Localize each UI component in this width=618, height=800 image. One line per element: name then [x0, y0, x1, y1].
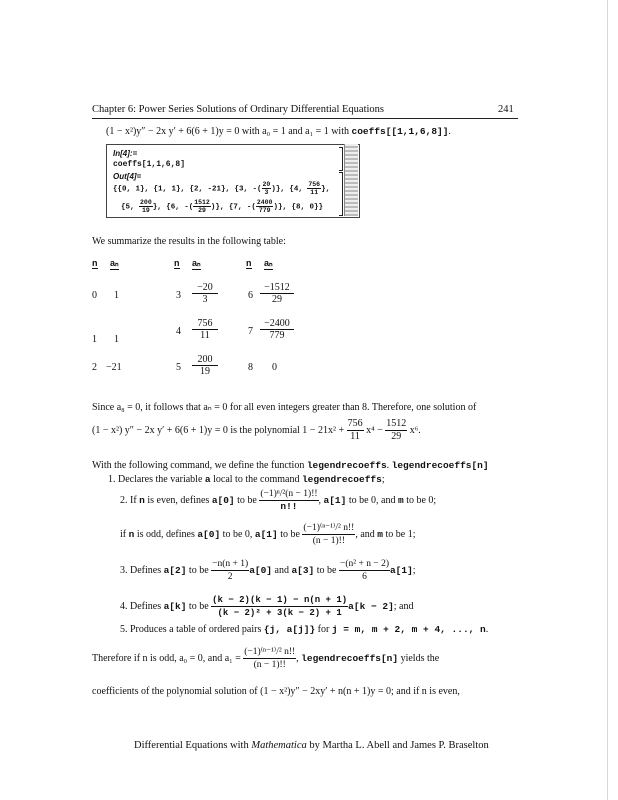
- step-text: 2. If: [120, 494, 137, 506]
- fraction-denominator: (k − 2)² + 3(k − 2) + 1: [217, 608, 342, 618]
- fraction-numerator: −n(n + 1): [212, 559, 249, 569]
- code-token: a[2]: [163, 564, 187, 576]
- fraction-denominator: (n − 1)!!: [312, 536, 345, 546]
- table-cell-fraction: [260, 318, 294, 341]
- step-text: to be: [188, 564, 209, 576]
- therefore-fraction: [243, 646, 296, 671]
- step-fraction: [339, 558, 390, 583]
- step-text: to be 0;: [406, 494, 437, 506]
- with-text: With the following command, we define the function: [92, 460, 305, 471]
- since-paragraph: Since a₈ = 0, it follows that aₙ = 0 for all even integers greater than 8. Therefore, one solution of: [92, 402, 477, 413]
- code-token: a[3]: [291, 564, 315, 576]
- code-token: j = m, m + 2, m + 4, ..., n: [331, 624, 486, 635]
- step-2b: [120, 522, 415, 547]
- table-cell-fraction: [260, 282, 294, 305]
- code-token: a[k − 2]: [348, 600, 394, 612]
- output-label: Out[4]=: [113, 172, 142, 181]
- fraction-denominator: 779: [269, 330, 285, 341]
- fraction-denominator: 29: [198, 207, 206, 214]
- code-token: a[k]: [163, 600, 187, 612]
- fraction-numerator: (−1)⁽ⁿ⁻¹⁾/² n!!: [244, 647, 296, 657]
- step-text: ;: [412, 564, 416, 576]
- output-text: {5,: [121, 203, 140, 212]
- fraction-denominator: 11: [200, 330, 210, 341]
- step-text: , and: [355, 528, 375, 540]
- fraction-numerator: 200: [192, 354, 218, 366]
- page-number: 241: [498, 104, 514, 115]
- with-line: [92, 460, 489, 472]
- step-text: is even, defines: [147, 494, 210, 506]
- intro-command: coeffs[[1,1,6,8]]: [351, 126, 449, 137]
- footer-italic: Mathematica: [251, 740, 307, 751]
- fraction-numerator: 756: [308, 181, 321, 188]
- input-label: In[4]:=: [113, 149, 138, 158]
- cell-bracket[interactable]: [339, 172, 343, 216]
- table-cell-n: 6: [248, 290, 253, 301]
- coeff-line: coefficients of the polynomial solution of (1 − x²)y″ − 2xy′ + n(n + 1)y = 0; and if n is even,: [92, 686, 460, 697]
- code-token: legendrecoeffs: [301, 474, 382, 485]
- fraction-denominator: 11: [310, 189, 319, 196]
- fraction-numerator: 20: [262, 181, 271, 188]
- output-fraction: [262, 181, 272, 196]
- header-an: aₙ: [110, 258, 119, 268]
- code-token: {j, a[j]}: [263, 624, 316, 635]
- solution-fraction: [385, 418, 407, 443]
- fraction-numerator: 756: [347, 418, 363, 429]
- therefore-text: yields the: [400, 652, 440, 664]
- code-token: n: [128, 528, 135, 540]
- fraction-numerator: 1512: [386, 418, 407, 429]
- step-text: .: [485, 624, 489, 635]
- table-cell-n: 2: [92, 362, 97, 373]
- table-cell-n: 1: [92, 334, 97, 345]
- fraction-denominator: 3: [264, 189, 269, 196]
- intro-equation: (1 − x²)y″ − 2x y′ + 6(6 + 1)y = 0 with a₀ = 1 and a₁ = 1 with: [106, 126, 349, 137]
- table-cell-n: 7: [248, 326, 253, 337]
- therefore-text: ,: [296, 652, 299, 664]
- fraction-denominator: 19: [200, 366, 210, 377]
- step-text: to be 0, and: [348, 494, 396, 506]
- code-token: a[0]: [249, 564, 272, 576]
- summary-intro: We summarize the results in the following table:: [92, 236, 286, 247]
- code-token: m: [377, 528, 383, 540]
- fraction-numerator: (k − 2)(k − 1) − n(n + 1): [212, 595, 348, 605]
- step-text: for: [317, 624, 330, 635]
- code-token: m: [398, 494, 404, 506]
- fraction-denominator: 6: [362, 572, 367, 582]
- solution-text: x⁶.: [409, 424, 421, 436]
- fraction-numerator: 756: [192, 318, 218, 330]
- table-cell-fraction: [192, 318, 218, 341]
- notebook-scrollbar[interactable]: [344, 144, 358, 216]
- code-token: a[1]: [323, 494, 347, 506]
- output-line-2: [121, 199, 323, 214]
- output-text: )}, {4,: [271, 185, 308, 194]
- step-fraction: [211, 594, 348, 619]
- fraction-denominator: 2: [227, 572, 233, 582]
- step-3: [120, 558, 416, 583]
- fraction-numerator: −1512: [260, 282, 294, 294]
- fraction-denominator: 779: [258, 207, 271, 214]
- fraction-denominator: 29: [272, 294, 282, 305]
- fraction-numerator: −2400: [260, 318, 294, 330]
- command-name: legendrecoeffs[n]: [301, 652, 399, 664]
- step-2: 2. If n is even, defines a[0] to be $\frac{\text{(−1)ⁿ/²(n − 1)!!}}{n!!}$ , a[1] to be 0, and m to be 0;: [120, 489, 437, 512]
- intro-line: [106, 126, 451, 138]
- fraction-numerator: −(n² + n − 2): [339, 559, 389, 569]
- header-n: n: [246, 258, 252, 268]
- step-text: to be: [280, 528, 300, 540]
- table-cell-a: 1: [114, 334, 119, 345]
- header-an: aₙ: [192, 258, 201, 268]
- with-dot: .: [386, 460, 390, 471]
- solution-fraction: [347, 418, 364, 443]
- footer-text: Differential Equations with: [134, 740, 249, 751]
- step-text: to be 0,: [222, 528, 253, 540]
- output-fraction: [256, 199, 274, 214]
- step-text: to be 1;: [385, 528, 416, 540]
- footer: [134, 740, 489, 752]
- header-n: n: [92, 258, 98, 268]
- table-cell-n: 4: [176, 326, 181, 337]
- output-text: },: [321, 185, 331, 194]
- output-fraction: [139, 199, 153, 214]
- table-cell-fraction: [192, 282, 218, 305]
- fraction-denominator: (n − 1)!!: [253, 660, 286, 670]
- step-text: to be: [316, 564, 337, 576]
- cell-bracket[interactable]: [339, 147, 343, 171]
- fraction-numerator: 200: [140, 199, 152, 206]
- code-token: a[0]: [197, 528, 221, 540]
- table-cell-a: 0: [272, 362, 277, 373]
- fraction-denominator: n!!: [280, 501, 298, 512]
- step-text: to be: [237, 494, 257, 506]
- fraction-denominator: 3: [202, 294, 208, 305]
- table-cell-n: 8: [248, 362, 253, 373]
- output-text: {{0, 1}, {1, 1}, {2, -21}, {3, -(: [113, 185, 262, 194]
- step-5: [120, 624, 488, 636]
- fraction-denominator: 29: [391, 431, 402, 442]
- code-token: a: [204, 474, 211, 485]
- therefore-line: [92, 646, 439, 671]
- step-4: [120, 594, 414, 619]
- fraction-denominator: 11: [350, 431, 360, 442]
- output-fraction: [193, 199, 211, 214]
- page-edge-rule: [607, 0, 608, 800]
- output-text: }, {6, -(: [152, 203, 194, 212]
- step-fraction: [302, 522, 355, 547]
- header-an: aₙ: [264, 258, 273, 268]
- table-cell-n: 3: [176, 290, 181, 301]
- command-name: legendrecoeffs[n]: [391, 460, 489, 471]
- code-token: a[0]: [211, 494, 235, 506]
- step-text: ;: [381, 474, 385, 485]
- step-text: ; and: [393, 600, 414, 612]
- step-text: 5. Produces a table of ordered pairs: [120, 624, 262, 635]
- fraction-numerator: 1512: [194, 199, 210, 206]
- step-text: to be: [188, 600, 209, 612]
- fraction-numerator: −20: [192, 282, 218, 294]
- output-line-1: [113, 181, 330, 196]
- solution-line: [92, 418, 421, 443]
- fraction-numerator: (−1)ⁿ/²(n − 1)!!: [260, 489, 318, 499]
- code-token: a[1]: [389, 564, 413, 576]
- step-text: if: [120, 528, 127, 540]
- table-cell-a: 1: [114, 290, 119, 301]
- fraction-numerator: (−1)⁽ⁿ⁻¹⁾/² n!!: [303, 523, 355, 533]
- table-cell-a: −21: [106, 362, 122, 373]
- output-fraction: [307, 181, 321, 196]
- step-text: and: [274, 564, 289, 576]
- table-cell-n: 0: [92, 290, 97, 301]
- step-fraction: [211, 558, 249, 583]
- step-text: 1. Declares the variable: [108, 474, 203, 485]
- output-text: )}, {7, -(: [210, 203, 256, 212]
- input-code[interactable]: coeffs[1,1,6,8]: [113, 160, 186, 169]
- table-cell-n: 5: [176, 362, 181, 373]
- code-token: n: [139, 494, 145, 506]
- notebook-cell[interactable]: [106, 144, 360, 218]
- header-n: n: [174, 258, 180, 268]
- fraction-denominator: 19: [141, 207, 150, 214]
- step-1: [108, 474, 385, 486]
- command-name: legendrecoeffs: [306, 460, 387, 471]
- output-text: )}, {8, 0}}: [273, 203, 323, 212]
- chapter-title: Chapter 6: Power Series Solutions of Ordinary Differential Equations: [92, 104, 385, 115]
- step-text: local to the command: [213, 474, 300, 485]
- code-token: a[1]: [254, 528, 278, 540]
- step-text: 4. Defines: [120, 600, 162, 612]
- therefore-text: Therefore if n is odd, a₀ = 0, and a₁ =: [92, 652, 241, 664]
- solution-text: (1 − x²) y″ − 2x y′ + 6(6 + 1)y = 0 is the polynomial 1 − 21x² +: [92, 424, 345, 436]
- intro-trailing: .: [448, 126, 451, 137]
- footer-text: by Martha L. Abell and James P. Braselton: [309, 740, 489, 751]
- step-fraction: [259, 488, 318, 513]
- fraction-numerator: 2400: [256, 199, 273, 206]
- step-text: 3. Defines: [120, 564, 162, 576]
- solution-text: x⁴ −: [366, 424, 383, 436]
- table-cell-fraction: [192, 354, 218, 377]
- header-rule: [92, 118, 518, 119]
- step-text: is odd, defines: [136, 528, 195, 540]
